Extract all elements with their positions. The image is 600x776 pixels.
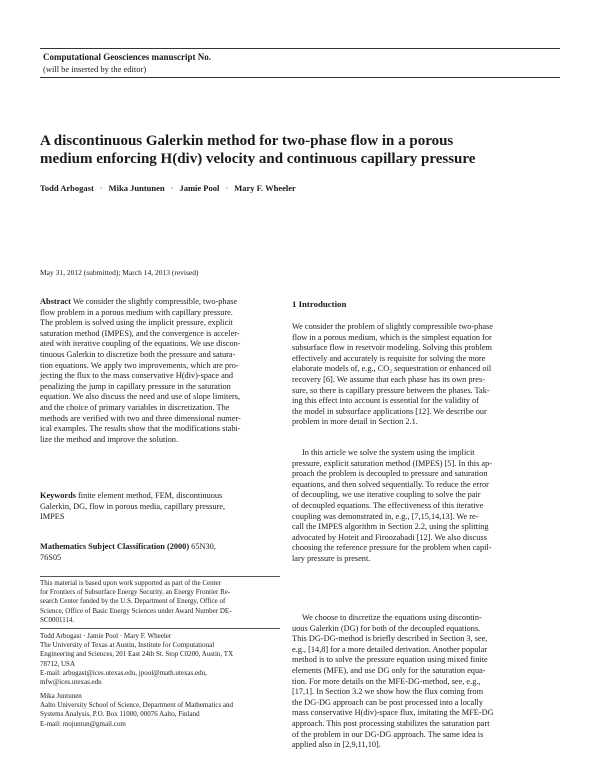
paragraph-line: method is to solve the pressure equation using mixed finite <box>292 655 488 665</box>
abstract-label: Abstract <box>40 297 71 306</box>
paragraph-line: pressure, explicit saturation method (IMPES) [5]. In this ap- <box>292 458 493 468</box>
paragraph-line: of decoupling, we use iterative coupling to solve the pair <box>292 490 481 500</box>
author-separator: · <box>170 183 174 193</box>
section-heading-introduction: 1 Introduction <box>292 299 347 309</box>
paragraph-line: We consider the problem of slightly compressible two-phase <box>292 322 493 331</box>
affiliation-line: mfw@ices.utexas.edu <box>40 677 102 686</box>
affiliation-rule <box>40 628 280 629</box>
submission-dates: May 31, 2012 (submitted); March 14, 2013 (revised) <box>40 268 199 277</box>
author-name: Todd Arbogast <box>40 183 94 193</box>
funding-line: search Center funded by the U.S. Department of Energy, Office of <box>40 597 226 606</box>
paragraph-line: recovery [6]. We assume that each phase has its own pres- <box>292 374 485 384</box>
author-name: Mary F. Wheeler <box>234 183 296 193</box>
affiliation-line: Systems Analysis, P.O. Box 11000, 00076 Aalto, Finland <box>40 710 200 719</box>
paragraph-line: tion. For more details on the MFE-DG-method, see, e.g., <box>292 676 481 686</box>
affiliation-1 <box>40 632 280 687</box>
paragraph-line: flow in a porous medium, which is the simplest equation for <box>292 332 492 342</box>
msc-line: Mathematics Subject Classification (2000) 65N30, <box>40 542 216 551</box>
abstract-line: equation. We also discuss the need and use of slope limiters, <box>40 392 241 402</box>
journal-name: Computational Geosciences manuscript No. <box>43 52 211 62</box>
abstract-line: methods are verified with two and three dimensional numer- <box>40 413 241 423</box>
paragraph-line: e.g., [14,8] for a more detailed derivation. Another popular <box>292 644 488 654</box>
title-line-1: A discontinuous Galerkin method for two-phase flow in a porous <box>40 133 454 149</box>
paper-title <box>40 132 560 168</box>
paragraph-line: In this article we solve the system using the implicit <box>302 448 475 457</box>
paragraph-line: We choose to discretize the equations using discontin- <box>302 613 482 622</box>
abstract-line: ated with iterative coupling of the equations. We use discon- <box>40 339 241 349</box>
abstract-line: tion equations. We apply two improvements, which are pro- <box>40 360 239 370</box>
abstract-line: flow problem in a porous medium with capillary pressure. <box>40 307 233 317</box>
affiliation-line: Engineering and Sciences, 201 East 24th St. Stop C0200, Austin, TX <box>40 650 234 659</box>
msc-line: 76S05 <box>40 552 62 562</box>
msc-label: Mathematics Subject Classification (2000) <box>40 542 190 551</box>
paragraph-line: elements (MFE), and use DG only for the saturation equa- <box>292 665 486 675</box>
paragraph-line: ing this effect into account is essential for the validity of <box>292 396 479 406</box>
journal-header-box <box>40 48 560 78</box>
author-name: Mika Juntunen <box>108 183 165 193</box>
abstract-line: and the choice of primary variables in discretization. The <box>40 402 230 412</box>
paragraph-line: mass conservative H(div)-space flux, imitating the MFE-DG <box>292 708 494 718</box>
paragraph-line: uous Galerkin (DG) for both of the decoupled equations. <box>292 623 481 633</box>
paragraph-line: of the problem in our DG-DG approach. The same idea is <box>292 729 484 739</box>
title-line-2: medium enforcing H(div) velocity and continuous capillary pressure <box>40 151 476 167</box>
funding-line: SC0001114. <box>40 615 75 624</box>
abstract-line: The problem is solved using the implicit pressure, explicit <box>40 318 233 328</box>
msc-block <box>40 542 280 563</box>
paragraph-line: of decoupled equations. The effectiveness of this iterative <box>292 500 484 510</box>
keywords-line: IMPES <box>40 512 65 522</box>
author-list <box>40 183 296 193</box>
abstract-line: ical examples. The results show that the modifications stabi- <box>40 424 241 434</box>
author-separator: · <box>225 183 229 193</box>
paragraph-line: proach the problem is decoupled to pressure and saturation <box>292 469 488 479</box>
editor-note: (will be inserted by the editor) <box>43 64 147 74</box>
funding-footnote <box>40 579 280 625</box>
abstract-line: saturation method (IMPES), and the convergence is acceler- <box>40 328 240 338</box>
paragraph-line: the model in subsurface applications [12]. We describe our <box>292 406 487 416</box>
paragraph-line: call the IMPES algorithm in Section 2.2, using the splitting <box>292 522 489 532</box>
funding-line: Science, Office of Basic Energy Sciences under Award Number DE- <box>40 606 232 615</box>
paragraph-line: elaborate models of, e.g., CO₂ sequestration or enhanced oil <box>292 364 492 374</box>
abstract-line: tinuous Galerkin to discretize both the pressure and satura- <box>40 349 236 359</box>
intro-paragraph-2 <box>292 448 560 565</box>
keywords-line: Keywords finite element method, FEM, discontinuous <box>40 491 223 500</box>
abstract-line: Abstract We consider the slightly compressible, two-phase <box>40 297 238 306</box>
paragraph-line: sure, so there is capillary pressure between the phases. Tak- <box>292 385 490 395</box>
affiliation-line: 78712, USA <box>40 659 76 668</box>
funding-line: for Frontiers of Subsurface Energy Security, an Energy Frontier Re- <box>40 588 231 597</box>
abstract-block <box>40 297 280 445</box>
paragraph-line: equations, and then solved sequentially. To reduce the error <box>292 479 489 489</box>
author-separator: · <box>99 183 103 193</box>
affiliation-line: Aalto University School of Science, Department of Mathematics and <box>40 701 234 710</box>
intro-paragraph-1 <box>292 322 560 428</box>
paragraph-line: lary pressure is present. <box>292 553 371 563</box>
paragraph-line: subsurface flow in reservoir modeling. Solving this problem <box>292 343 493 353</box>
paragraph-line: advocated by Hoteit and Firoozabadi [12]. We also discuss <box>292 532 487 542</box>
paragraph-line: choosing the reference pressure for the problem when capil- <box>292 543 492 553</box>
affiliation-line: The University of Texas at Austin, Institute for Computational <box>40 641 215 650</box>
funding-line: This material is based upon work supported as part of the Center <box>40 579 221 587</box>
paragraph-line: the DG-DG approach can be post processed into a locally <box>292 697 483 707</box>
affiliation-2 <box>40 692 280 729</box>
paragraph-line: [17,1]. In Section 3.2 we show how the flux coming from <box>292 687 484 697</box>
paragraph-line: coupling was demonstrated in, e.g., [7,15,14,13]. We re- <box>292 511 479 521</box>
keywords-label: Keywords <box>40 491 76 500</box>
abstract-line: lize the method and improve the solution. <box>40 434 179 444</box>
affiliation-line: E-mail: arbogast@ices.utexas.edu, jpool@math.utexas.edu, <box>40 668 207 677</box>
affiliation-line: Todd Arbogast · Jamie Pool · Mary F. Wheeler <box>40 632 172 640</box>
keywords-block <box>40 491 280 523</box>
abstract-line: penalizing the jump in capillary pressure in the saturation <box>40 381 231 391</box>
abstract-line: jecting the flux to the mass conservative H(div)-space and <box>40 371 234 381</box>
author-name: Jamie Pool <box>179 183 220 193</box>
affiliation-line: Mika Juntunen <box>40 692 82 700</box>
paragraph-line: effectively and accurately is requisite for solving the more <box>292 353 486 363</box>
paragraph-line: applied also in [2,9,11,10]. <box>292 740 381 750</box>
paragraph-line: problem in more detail in Section 2.1. <box>292 417 418 427</box>
keywords-line: Galerkin, DG, flow in porous media, capillary pressure, <box>40 501 226 511</box>
affiliation-line: E-mail: mojuntun@gmail.com <box>40 719 126 728</box>
footnote-rule <box>40 576 280 577</box>
paragraph-line: approach. This post processing stabilizes the saturation part <box>292 718 490 728</box>
intro-paragraph-3 <box>292 613 560 751</box>
paragraph-line: This DG-DG-method is briefly described in Section 3, see, <box>292 634 488 644</box>
